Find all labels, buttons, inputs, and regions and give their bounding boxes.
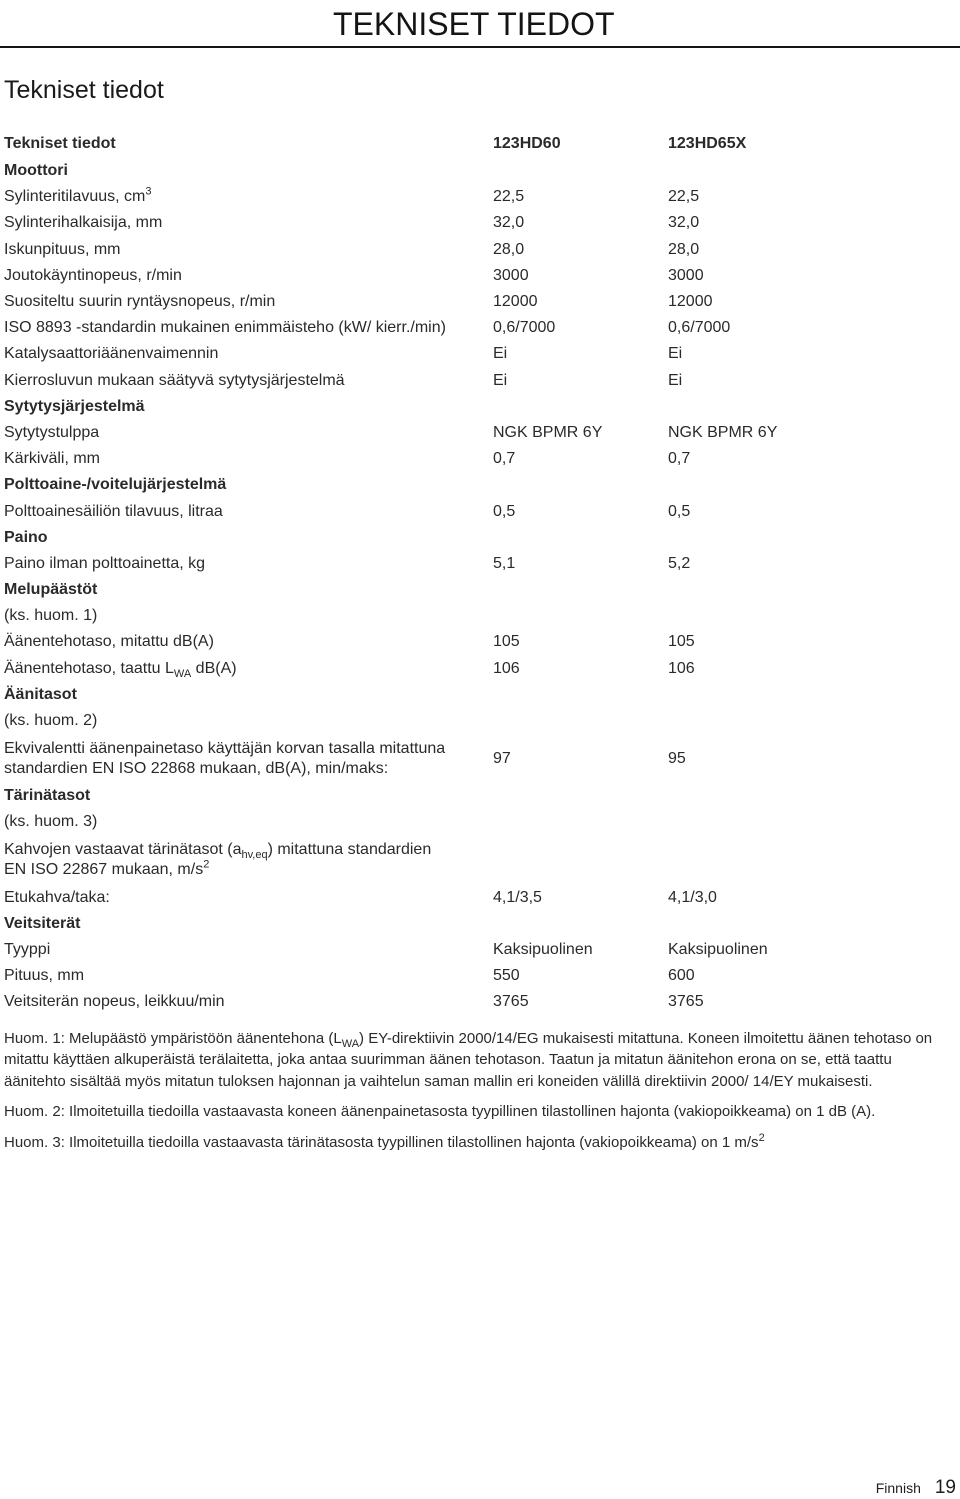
- page-number: 19: [934, 1477, 956, 1498]
- table-row: [4, 836, 954, 885]
- group-row: [4, 577, 954, 603]
- row-value-b: 600: [668, 967, 695, 985]
- row-value-a: 0,5: [493, 502, 516, 520]
- row-value-a: 5,1: [493, 554, 516, 572]
- group-heading-veitsi: Veitsiterät: [4, 914, 81, 932]
- group-row: [4, 525, 954, 551]
- group-row: [4, 911, 954, 937]
- note-2: Huom. 2: Ilmoitetuilla tiedoilla vastaavasta koneen äänenpainetasosta tyypillinen tilastollinen hajonta (vakiopoikkeama) on 1 dB (A).: [4, 1103, 876, 1121]
- table-row: [4, 885, 954, 911]
- table-row: [4, 937, 954, 963]
- table-row: [4, 237, 954, 263]
- group-row: [4, 682, 954, 708]
- table-header-row: [4, 129, 954, 158]
- row-label: Sylinterihalkaisija, mm: [4, 214, 163, 232]
- table-row: [4, 734, 954, 783]
- row-value-a: 3000: [493, 266, 529, 284]
- group-row: [4, 472, 954, 498]
- row-value-b: NGK BPMR 6Y: [668, 423, 778, 441]
- table-row: [4, 629, 954, 655]
- note-1: Huom. 1: Melupäästö ympäristöön äänentehona $(L_{WA})$ EY-direktiivin 2000/14/EG mukaisesti mitattuna. Koneen ilmoitettu äänen tehotaso on mitattu käyttäen alkuperäistä terälaitetta, joka antaa suurimman äänen tehotason. Taatun ja mitatun äänitehon erona on se, että taattu äänitehto sisältää myös mitatun tuloksen hajonnan ja vaihtelun saman mallin eri koneiden välillä direktiivin 2000/ 14/EY mukaisesti.: [4, 1030, 933, 1090]
- row-value-b: 3765: [668, 993, 704, 1011]
- table-row: [4, 603, 954, 629]
- row-value-b: 105: [668, 633, 695, 651]
- group-heading-aanitasot: Äänitasot: [4, 685, 77, 703]
- row-label: Sytytystulppa: [4, 423, 100, 441]
- group-row: [4, 158, 954, 184]
- table-row: [4, 420, 954, 446]
- row-value-b: Kaksipuolinen: [668, 940, 768, 958]
- row-value-b: Ei: [668, 345, 683, 363]
- table-row: [4, 210, 954, 236]
- note-reference: (ks. huom. 3): [4, 813, 98, 831]
- group-heading-sytytys: Sytytysjärjestelmä: [4, 397, 145, 415]
- row-value-a: 105: [493, 633, 520, 651]
- row-label: Tyyppi: [4, 940, 51, 958]
- spec-table: [4, 129, 954, 1015]
- table-row: [4, 368, 954, 394]
- group-heading-moottori: Moottori: [4, 162, 68, 180]
- row-label: Paino ilman polttoainetta, kg: [4, 554, 206, 572]
- table-row: [4, 656, 954, 682]
- row-value-a: Ei: [493, 345, 508, 363]
- row-value-a: 550: [493, 967, 520, 985]
- table-row: [4, 551, 954, 577]
- note-3: Huom. 3: Ilmoitetuilla tiedoilla vastaavasta tärinätasosta tyypillinen tilastollinen hajonta (vakiopoikkeama) on 1 $m/s^2$: [4, 1131, 765, 1151]
- table-row: [4, 315, 954, 341]
- table-row: [4, 989, 954, 1015]
- row-label: Pituus, mm: [4, 967, 85, 985]
- row-label: Katalysaattoriäänenvaimennin: [4, 345, 219, 363]
- row-value-a: Ei: [493, 371, 508, 389]
- group-heading-polttoaine: Polttoaine-/voitelujärjestelmä: [4, 476, 227, 494]
- table-row: [4, 498, 954, 524]
- table-row: [4, 184, 954, 210]
- row-label: Iskunpituus, mm: [4, 240, 121, 258]
- row-value-b: 22,5: [668, 188, 700, 206]
- row-value-a: 4,1/3,5: [493, 888, 542, 906]
- row-label: Kahvojen vastaavat tärinätasot $(a_{hv,eq})$ mitattuna standardien EN ISO 22867 mukaan, $m/s^2$: [4, 841, 432, 878]
- group-heading-paino: Paino: [4, 528, 48, 546]
- row-value-b: 3000: [668, 266, 704, 284]
- table-row: [4, 963, 954, 989]
- page-footer: [876, 1478, 956, 1499]
- row-value-b: 32,0: [668, 214, 700, 232]
- row-value-b: 0,6/7000: [668, 319, 731, 337]
- row-label: Veitsiterän nopeus, leikkuu/min: [4, 993, 225, 1011]
- header-model-a: 123HD60: [493, 134, 561, 152]
- row-value-b: 0,5: [668, 502, 691, 520]
- group-row: [4, 394, 954, 420]
- group-row: [4, 783, 954, 809]
- row-label: Kärkiväli, mm: [4, 450, 101, 468]
- row-value-a: 0,6/7000: [493, 319, 556, 337]
- note-reference: (ks. huom. 1): [4, 607, 98, 625]
- row-label: Ekvivalentti äänenpainetaso käyttäjän korvan tasalla mitattuna standardien EN ISO 22868 mukaan, dB(A), min/maks:: [4, 739, 446, 777]
- table-row: [4, 708, 954, 734]
- row-value-a: NGK BPMR 6Y: [493, 423, 603, 441]
- header-label: Tekniset tiedot: [4, 134, 116, 152]
- row-label: Äänentehotaso, taattu $L_{WA}$ dB(A): [4, 659, 237, 680]
- table-row: [4, 341, 954, 367]
- group-heading-melu: Melupäästöt: [4, 581, 98, 599]
- page-header-title: TEKNISET TIEDOT: [333, 6, 615, 42]
- row-label: Joutokäyntinopeus, r/min: [4, 266, 182, 284]
- row-value-a: 0,7: [493, 450, 516, 468]
- header-model-b: 123HD65X: [668, 134, 747, 152]
- row-label: Kierrosluvun mukaan säätyvä sytytysjärjestelmä: [4, 371, 345, 389]
- table-row: [4, 289, 954, 315]
- row-value-b: 0,7: [668, 450, 691, 468]
- row-label: Äänentehotaso, mitattu dB(A): [4, 633, 214, 651]
- row-value-a: 3765: [493, 993, 529, 1011]
- group-heading-tarina: Tärinätasot: [4, 787, 91, 805]
- row-value-a: 22,5: [493, 188, 525, 206]
- row-value-b: 28,0: [668, 240, 700, 258]
- row-value-b: 106: [668, 659, 695, 677]
- row-value-b: 4,1/3,0: [668, 888, 717, 906]
- row-label: Etukahva/taka:: [4, 888, 110, 906]
- note-reference: (ks. huom. 2): [4, 712, 98, 730]
- table-row: [4, 446, 954, 472]
- row-label: Sylinteritilavuus, $cm^3$: [4, 185, 152, 206]
- notes: [4, 1028, 956, 1162]
- section-title: Tekniset tiedot: [4, 76, 164, 104]
- row-value-a: 106: [493, 659, 520, 677]
- table-row: [4, 263, 954, 289]
- row-value-b: 95: [668, 749, 686, 767]
- row-value-a: Kaksipuolinen: [493, 940, 593, 958]
- header-rule: [0, 46, 960, 48]
- row-label: ISO 8893 -standardin mukainen enimmäisteho (kW/ kierr./min): [4, 319, 446, 337]
- row-value-a: 12000: [493, 293, 538, 311]
- row-label: Polttoainesäiliön tilavuus, litraa: [4, 502, 223, 520]
- row-value-b: 5,2: [668, 554, 691, 572]
- table-row: [4, 809, 954, 835]
- row-value-b: 12000: [668, 293, 713, 311]
- footer-language: Finnish: [875, 1480, 921, 1496]
- row-value-a: 32,0: [493, 214, 525, 232]
- row-value-b: Ei: [668, 371, 683, 389]
- row-label: Suositeltu suurin ryntäysnopeus, r/min: [4, 293, 276, 311]
- row-value-a: 28,0: [493, 240, 525, 258]
- row-value-a: 97: [493, 749, 511, 767]
